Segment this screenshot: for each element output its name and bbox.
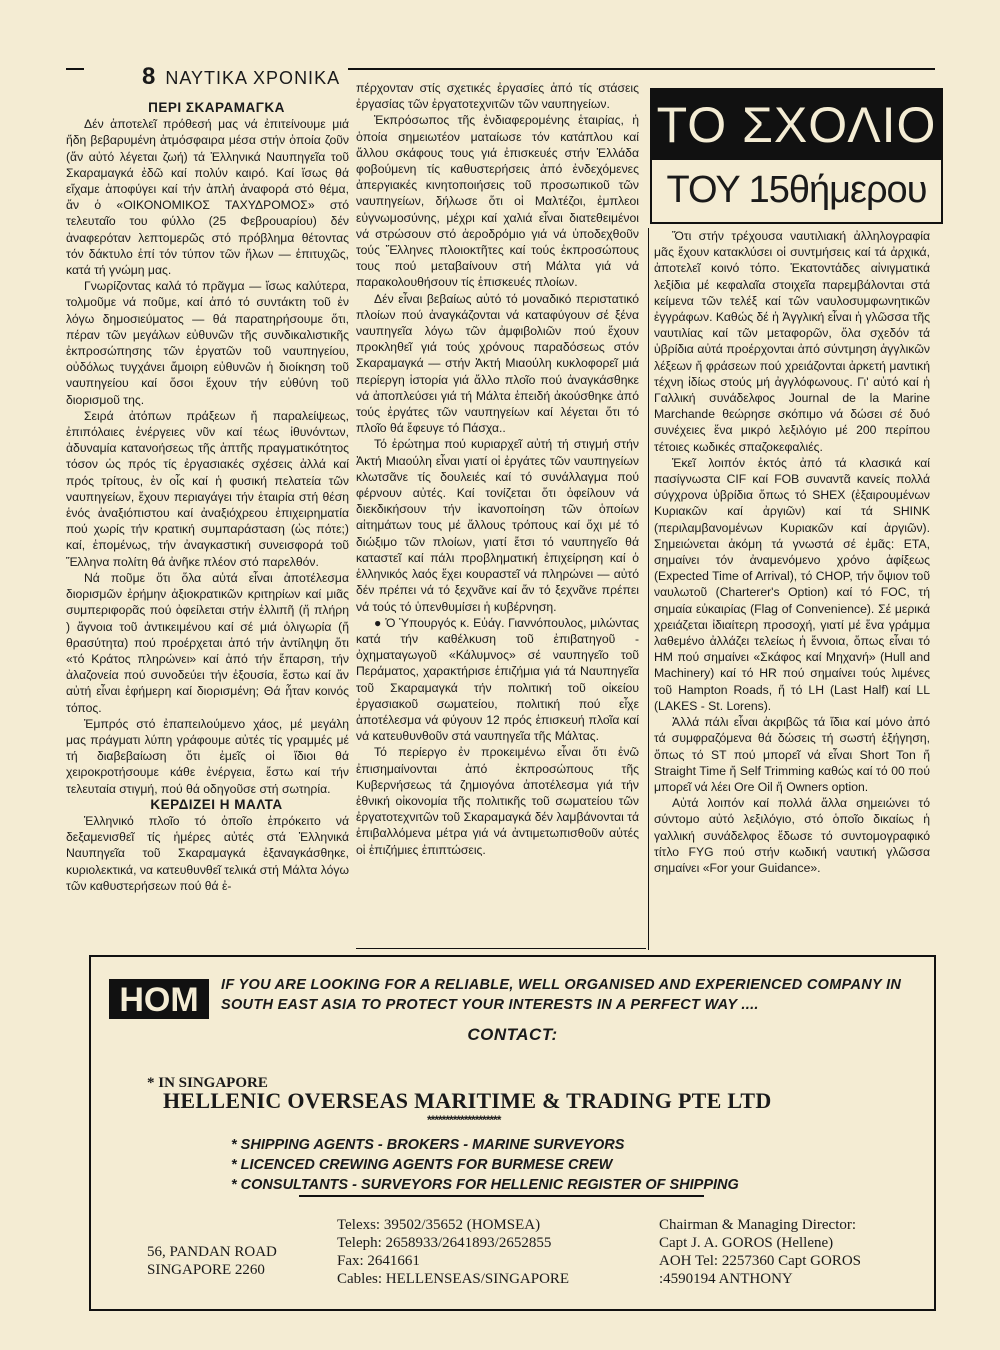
column-title-box <box>650 88 943 224</box>
page-number: 8 <box>142 63 156 90</box>
logo-text: HOM <box>119 981 199 1019</box>
column-paragraph: Ὅτι στήν τρέχουσα ναυτιλιακή ἀλληλογραφία μᾶς ἔχουν κατακλύσει οἱ συντμήσεις καί τά ἀρχικά, ἀποτελεῖ κοινό τόπο. Ἑκατοντάδες αἰνιγματικά λεξίδια μέ κεφαλαῖα στοιχεῖα παρεμβάλονται στά κείμενα τῶν τελέξ καί τῶν ναυλοσυμφωνητικῶν ἐγγράφων. Καθώς δέ ἡ Ἀγγλική εἶναι ἡ γλῶσσα τῆς ναυτιλίας καί τῶν μεταφορῶν, ὅλα σχεδόν τά ὑβρίδια αὐτά προέρχονται ἀπό σύντμηση ἀγγλικῶν λέξεων ἤ φράσεων πού χρειάζονται ἀρκετή μαντική τέχνη ἰδίως στούς μή ἀγγλόφωνους. Γι' αὐτό καί ἡ Γαλλική συνάδελφος Journal de la Marine Marchande θεώρησε σκόπιμο νά δώσει σέ δυό συνέχειες ἕνα μικρό λεξιλόγιο μέ 200 περίπου τέτοιες κωδικές σπαζοκεφαλιές. <box>654 229 930 454</box>
article-paragraph: Γνωρίζοντας καλά τό πρᾶγμα — ἴσως καλύτερα, τολμοῦμε νά ποῦμε, καί ἀπό τό συντάκτη τοῦ ἐν λόγω δημοσιεύματος — θά παρατηρήσουμε ὅτι, πέραν τῶν μεγάλων εὐθυνῶν τῆς συνδικαλιστικῆς ἐκπροσώπησης τῶν ἐργατῶν τοῦ ναυπηγείου, οὐδόλως τυγχάνει ἄμοιρη εὐθυνῶν ἡ διοίκηση τοῦ ναυπηγείου καί ὅσοι ἔχουν τήν εὐθύνη τοῦ διορισμοῦ της. <box>66 279 349 407</box>
article-paragraph: Δέν εἶναι βεβαίως αὐτό τό μοναδικό περιστατικό πλοίων πού ἀναγκάζονται νά καταφύγουν σέ ξένα ναυπηγεῖα λόγω τῶν ἀμφιβολιῶν πού ἔχουν προκληθεῖ γιά τούς χρόνους παραδόσεως στόν Σκαραμαγκά — στήν Ἀκτή Μιαούλη κυκλοφορεῖ μιά περίεργη ἱστορία γιά ἄλλο πλοῖο πού ἀναγκάσθηκε νά ἀποπλεύσει γιά τή Μάλτα ἐπειδή ἀκούσθηκε ἀπό τούς ἐργάτες τῶν ναυπηγείων καί λέγεται ὅτι τό πλοῖο θά ἔφευγε τό Πάσχα.. <box>356 291 639 436</box>
article-paragraph: Ἐμπρός στό ἐπαπειλούμενο χάος, μέ μεγάλη μας πράγματι λύπη γράφουμε αὐτές τίς γραμμές μέ τή διαβεβαίωση ὅτι ἐμεῖς οἱ ἴδιοι θά χειροκροτήσουμε κάθε ἐνέργεια, ἔστω καί τήν τελευταία στιγμή, πού θά οδηγοῦσε στή σωτηρία. <box>66 716 349 796</box>
address-line: 56, PANDAN ROAD <box>147 1244 277 1260</box>
column-right <box>654 228 930 876</box>
column-paragraph: Αὐτά λοιπόν καί πολλά ἄλλα σημειώνει τό σύντομο αὐτό λεξιλόγιο, στό ὁποῖο δικαίως ἡ γαλλική συνάδελφος ἔδωσε τό συντομογραφικό τίτλο FYG πού στήν κωδική ναυτική γλῶσσα σημαίνει «For your Guidance». <box>654 796 930 875</box>
ad-service: * SHIPPING AGENTS - BROKERS - MARINE SURVEYORS <box>231 1137 625 1153</box>
publication-name: ΝΑΥΤΙΚΑ ΧΡΟΝΙΚΑ <box>165 68 341 88</box>
ad-contact: CONTACT: <box>467 1025 558 1044</box>
advertisement <box>89 955 936 1311</box>
column-left <box>66 100 349 894</box>
column-title: ΤΟ ΣΧΟΛΙΟ <box>652 90 941 160</box>
chairman-line: Chairman & Managing Director: <box>659 1217 857 1233</box>
column-divider <box>648 228 649 950</box>
column-paragraph: Ἐκεῖ λοιπόν ἐκτός ἀπό τά κλασικά καί πασίγνωστα CIF καί FOB συναντᾶ κανείς πολλά σύγχρονα ὑβρίδια ὅπως τό SHEX (ἐξαιρουμένων Κυριακῶν καί ἀργιῶν) καί τά SHINK (περιλαμβανομένων Κυριακῶν καί ἀργιῶν). Σημειώνεται ἀκόμη τά γνωστά σέ ἐμᾶς: ETA, σημαίνει τόν ἀναμενόμενο χρόνο ἀφίξεως (Expected Time of Arrival), τό CHOP, τήν ὄψιον τοῦ ναυλωτοῦ (Charterer's Option) καί τό FOC, τή σημαία εὐκαιρίας (Flag of Convenience). Σέ μερικά χρειάζεται ἰδιαίτερη προσοχή, γιατί μέ ἕνα γράμμα λαθεμένο ἀλλάζει τελείως ἡ ἔννοια, ὅπως εἶναι τό HM πού σημαίνει «Σκάφος καί Μηχανή» (Hull and Machinery) καί τό HR πού σημαίνει τούς λιμένες τοῦ Hampton Roads, ἤ τό LH (Last Half) καί LL (LAKES - St. Lorens). <box>654 455 930 713</box>
address-line: SINGAPORE 2260 <box>147 1262 265 1278</box>
telecom-line: Telexs: 39502/35652 (HOMSEA) <box>337 1217 541 1233</box>
telecom-line: Cables: HELLENSEAS/SINGAPORE <box>337 1271 570 1287</box>
telecom-line: Fax: 2641661 <box>337 1253 420 1269</box>
article-paragraph: Νά ποῦμε ὅτι ὅλα αὐτά εἶναι ἀποτέλεσμα διορισμῶν ἐρήμην ἀξιοκρατικῶν κριτηρίων καί μιᾶς συμπεριφορᾶς πού ὀφείλεται στήν ἐλλιπῆ (ἤ πλήρη ) ἄγνοια τοῦ ἀντικειμένου καί σέ μιά ὀλιγωρία (ἤ θρασύτητα) πού προέρχεται ἀπό τήν ἀντίληψη ὅτι «τό Κράτος πληρώνει» καί ἀπό τήν ἔπαρση, τήν ἀλαζονεία πού συνοδεύει τήν ἐξουσία, ἔστω καί ἄν αὐτή εἶναι ἐφήμερη καί διορισμένη; Θά ἦταν κοινός τόπος. <box>66 570 349 715</box>
chairman-line: :4590194 ANTHONY <box>659 1271 793 1287</box>
article-paragraph: Σειρά ἀτόπων πράξεων ἤ παραλείψεως, ἐπιπόλαιες ἐνέργειες νῦν καί τέως ἰθυνόντων, ἀδυναμία κατανοήσεως τῆς ἀπτῆς πραγματικότητος τόσον ὡς πρός τίς ἐργασιακές σχέσεις ἀλλά καί πρός τρίτους, ἐν οἷς καί ἡ φυσική πελατεία τῶν ναυπηγείων, ἔχουν περιαγάγει τήν ἑταιρία στή θέση ἑνός ἀναξιόπιστου καί ἀναξιόχρεου ἐπιχειρηματία πού χωρίς τήν κρατική συμπαράσταση (ὡς πότε;) καί, ἑπομένως, τήν ἀναγκαστική συνεισφορά τοῦ Ἕλληνα πολίτη θά ἀνῆκε πλέον στό παρελθόν. <box>66 408 349 569</box>
ad-stars: ******************** <box>427 1113 501 1127</box>
article-title-skaramagka: ΠΕΡΙ ΣΚΑΡΑΜΑΓΚΑ <box>148 100 285 115</box>
article-title-malta: ΚΕΡΔΙΖΕΙ Η ΜΑΛΤΑ <box>150 796 283 812</box>
article-paragraph: Δέν ἀποτελεῖ πρόθεσή μας νά ἐπιτείνουμε μιά ἤδη βεβαρυμένη ἀτμόσφαιρα μέσα στήν ὁποία ζοῦν (ἄν αὐτό λέγεται ζωή) τά Ἑλληνικά Ναυπηγεῖα τοῦ Σκαραμαγκά ἐδῶ καί πολύν καιρό. Καί ἴσως θά εἴχαμε ἀποφύγει καί τήν ἁπλή ἀναφορά στό θέμα, ἄν ὁ «ΟΙΚΟΝΟΜΙΚΟΣ ΤΑΧΥΔΡΟΜΟΣ» στό τελευταῖο του φύλλο (25 Φεβρουαρίου) δέν ἀναφερόταν λεπτομερῶς στό πρόβλημα θέτοντας τόν δάκτυλο ἐπί τόν τύπον τῶν ἥλων — ἐπιτυχῶς, κατά τή γνώμη μας. <box>66 117 349 278</box>
ad-service: * LICENCED CREWING AGENTS FOR BURMESE CREW <box>231 1157 613 1173</box>
article-paragraph: Ἐκπρόσωπος τῆς ἐνδιαφερομένης ἑταιρίας, ἡ ὁποία σημειωτέον ματαίωσε τόν κατάπλου καί ἄλλου σκάφους τους γιά ἐπισκευές στήν Ἑλλάδα φοβούμενη τίς καθυστερήσεις ἀπό ἐνδεχόμενες ἀπεργιακές κινητοποιήσεις τοῦ προσωπικοῦ τῶν ναυπηγείων, δήλωσε ὅτι οἱ Μαλτέζοι, ἐμπλεοι εὐγνωμοσύνης, μέχρι καί χαλιά εἶναι διατεθειμένοι νά στρώσουν στό ἀεροδρόμιο γιά νά ὑποδεχθοῦν τούς Ἕλληνες πλοιοκτῆτες καί τούς ἐκπροσώπους τους πού μεταβαίνουν στή Μάλτα γιά νά παρακολουθήσουν τίς ἐπισκευές πλοίων. <box>356 113 639 290</box>
chairman-line: Capt J. A. GOROS (Hellene) <box>659 1235 834 1251</box>
ad-services <box>231 1135 739 1195</box>
telecom-line: Teleph: 2658933/2641893/2652855 <box>337 1235 552 1251</box>
ad-location: * IN SINGAPORE <box>147 1075 268 1091</box>
ad-company-name: HELLENIC OVERSEAS MARITIME & TRADING PTE LTD <box>163 1088 772 1113</box>
chairman-line: AOH Tel: 2257360 Capt GOROS <box>659 1253 862 1269</box>
ad-address <box>147 1243 277 1279</box>
article-paragraph: πέρχονταν στίς σχετικές ἐργασίες ἀπό τίς στάσεις ἐργασίας τῶν ἐργατοτεχνιτῶν τῶν ναυπηγείων. <box>356 81 639 112</box>
article-paragraph: Τό περίεργο ἐν προκειμένω εἶναι ὅτι ἐνῶ ἐπισημαίνονται ἀπό ἐκπροσώπους τῆς Κυβερνήσεως τά ζημιογόνα ἀποτέλεσμα γιά τήν ἐθνική οἰκονομία τῆς πολιτικῆς τοῦ σωματείου τῶν ἐργατοτεχνιτῶν τοῦ Σκαραμαγκά δέν λαμβάνονται τά ἐπιβαλλόμενα μέτρα γιά νά ἀντιμετωπισθοῦν αὐτές οἱ ἐπιζήμιες ἐπιπτώσεις. <box>356 745 639 857</box>
ad-telecom <box>337 1216 569 1288</box>
article-paragraph: Τό ἐρώτημα πού κυριαρχεῖ αὐτή τή στιγμή στήν Ἀκτή Μιαούλη εἶναι γιατί οἱ ἐργάτες τῶν ναυπηγείων κλωτσᾶνε τίς δουλειές καί τό συνάλλαγμα πού φέρνουν αὐτές. Καί τονίζεται ὅτι ὀφείλουν νά διεκδικήσουν τήν ἰκανοποίηση τῶν ὁποίων αἰτημάτων τους μέ ἄλλους τρόπους καί ὄχι μέ τό διώξιμο τῶν πλοίων, γιατί ἔτσι τό ναυπηγεῖο θά καταστεῖ καί πάλι προβληματική ἐπιχείρηση καί ὁ ἑλληνικός λαός ἔχει κουραστεῖ νά πληρώνει — αὐτό δέν πρέπει νά τό ξεχνᾶνε καί ἄν τό ξεχνᾶνε πρέπει νά τούς τό ὑπενθυμίσει ἡ κυβέρνηση. <box>356 437 639 614</box>
article-paragraph: Ἑλληνικό πλοῖο τό ὁποῖο ἐπρόκειτο νά δεξαμενισθεῖ τίς ἡμέρες αὐτές στά Ἑλληνικά Ναυπηγεῖα τοῦ Σκαραμαγκά ἐξαναγκάσθηκε, κυριολεκτικά, να κατευθυνθεῖ τελικά στή Μάλτα λόγω τῶν καθυστερήσεων πού θά ἐ- <box>66 813 349 893</box>
ad-chairman <box>659 1216 861 1288</box>
running-head <box>84 63 348 91</box>
column-rule <box>356 948 646 949</box>
ad-rule <box>299 1195 704 1197</box>
column-paragraph: Ἀλλά πάλι εἶναι ἀκριβῶς τά ἴδια καί μόνο ἀπό τά συμφραζόμενα θά δώσεις τή σωστή ἐξήγηση, ὅπως τό ST πού μπορεῖ νά εἶναι Short Ton ἤ Straight Time ἤ Self Trimming καθώς καί τό 00 πού μπορεῖ νά λέει Ore Oil ἤ Owners option. <box>654 715 930 794</box>
column-middle <box>356 80 639 858</box>
article-paragraph: ● Ὁ Ὑπουργός κ. Εὐάγ. Γιαννόπουλος, μιλώντας κατά τήν καθέλκυση τοῦ ἐπιβατηγοῦ - ὀχηματαγωγοῦ «Κάλυμνος» σέ ναυπηγεῖο τοῦ Περάματος, χαρακτήρισε ἐπιζήμια γιά τά Ναυπηγεῖα τοῦ Σκαραμαγκά τήν πολιτική τοῦ οἰκείου ἐργασιακοῦ σωματείου, πολιτική πού εἶχε ἀποτέλεσμα νά φύγουν 12 πρός ἐπισκευή πλοῖα καί νά κατευθυνθοῦν στά ναυπηγεῖα τῆς Μάλτας. <box>356 615 639 744</box>
ad-headline: IF YOU ARE LOOKING FOR A RELIABLE, WELL ORGANISED AND EXPERIENCED COMPANY IN SOUTH EAST ASIA TO PROTECT YOUR INTERESTS IN A PERFECT WAY .... <box>221 977 902 1013</box>
column-subtitle: ΤΟΥ 15θήμερου <box>666 168 927 211</box>
hom-logo <box>109 979 209 1019</box>
ad-service: * CONSULTANTS - SURVEYORS FOR HELLENIC REGISTER OF SHIPPING <box>231 1177 739 1193</box>
